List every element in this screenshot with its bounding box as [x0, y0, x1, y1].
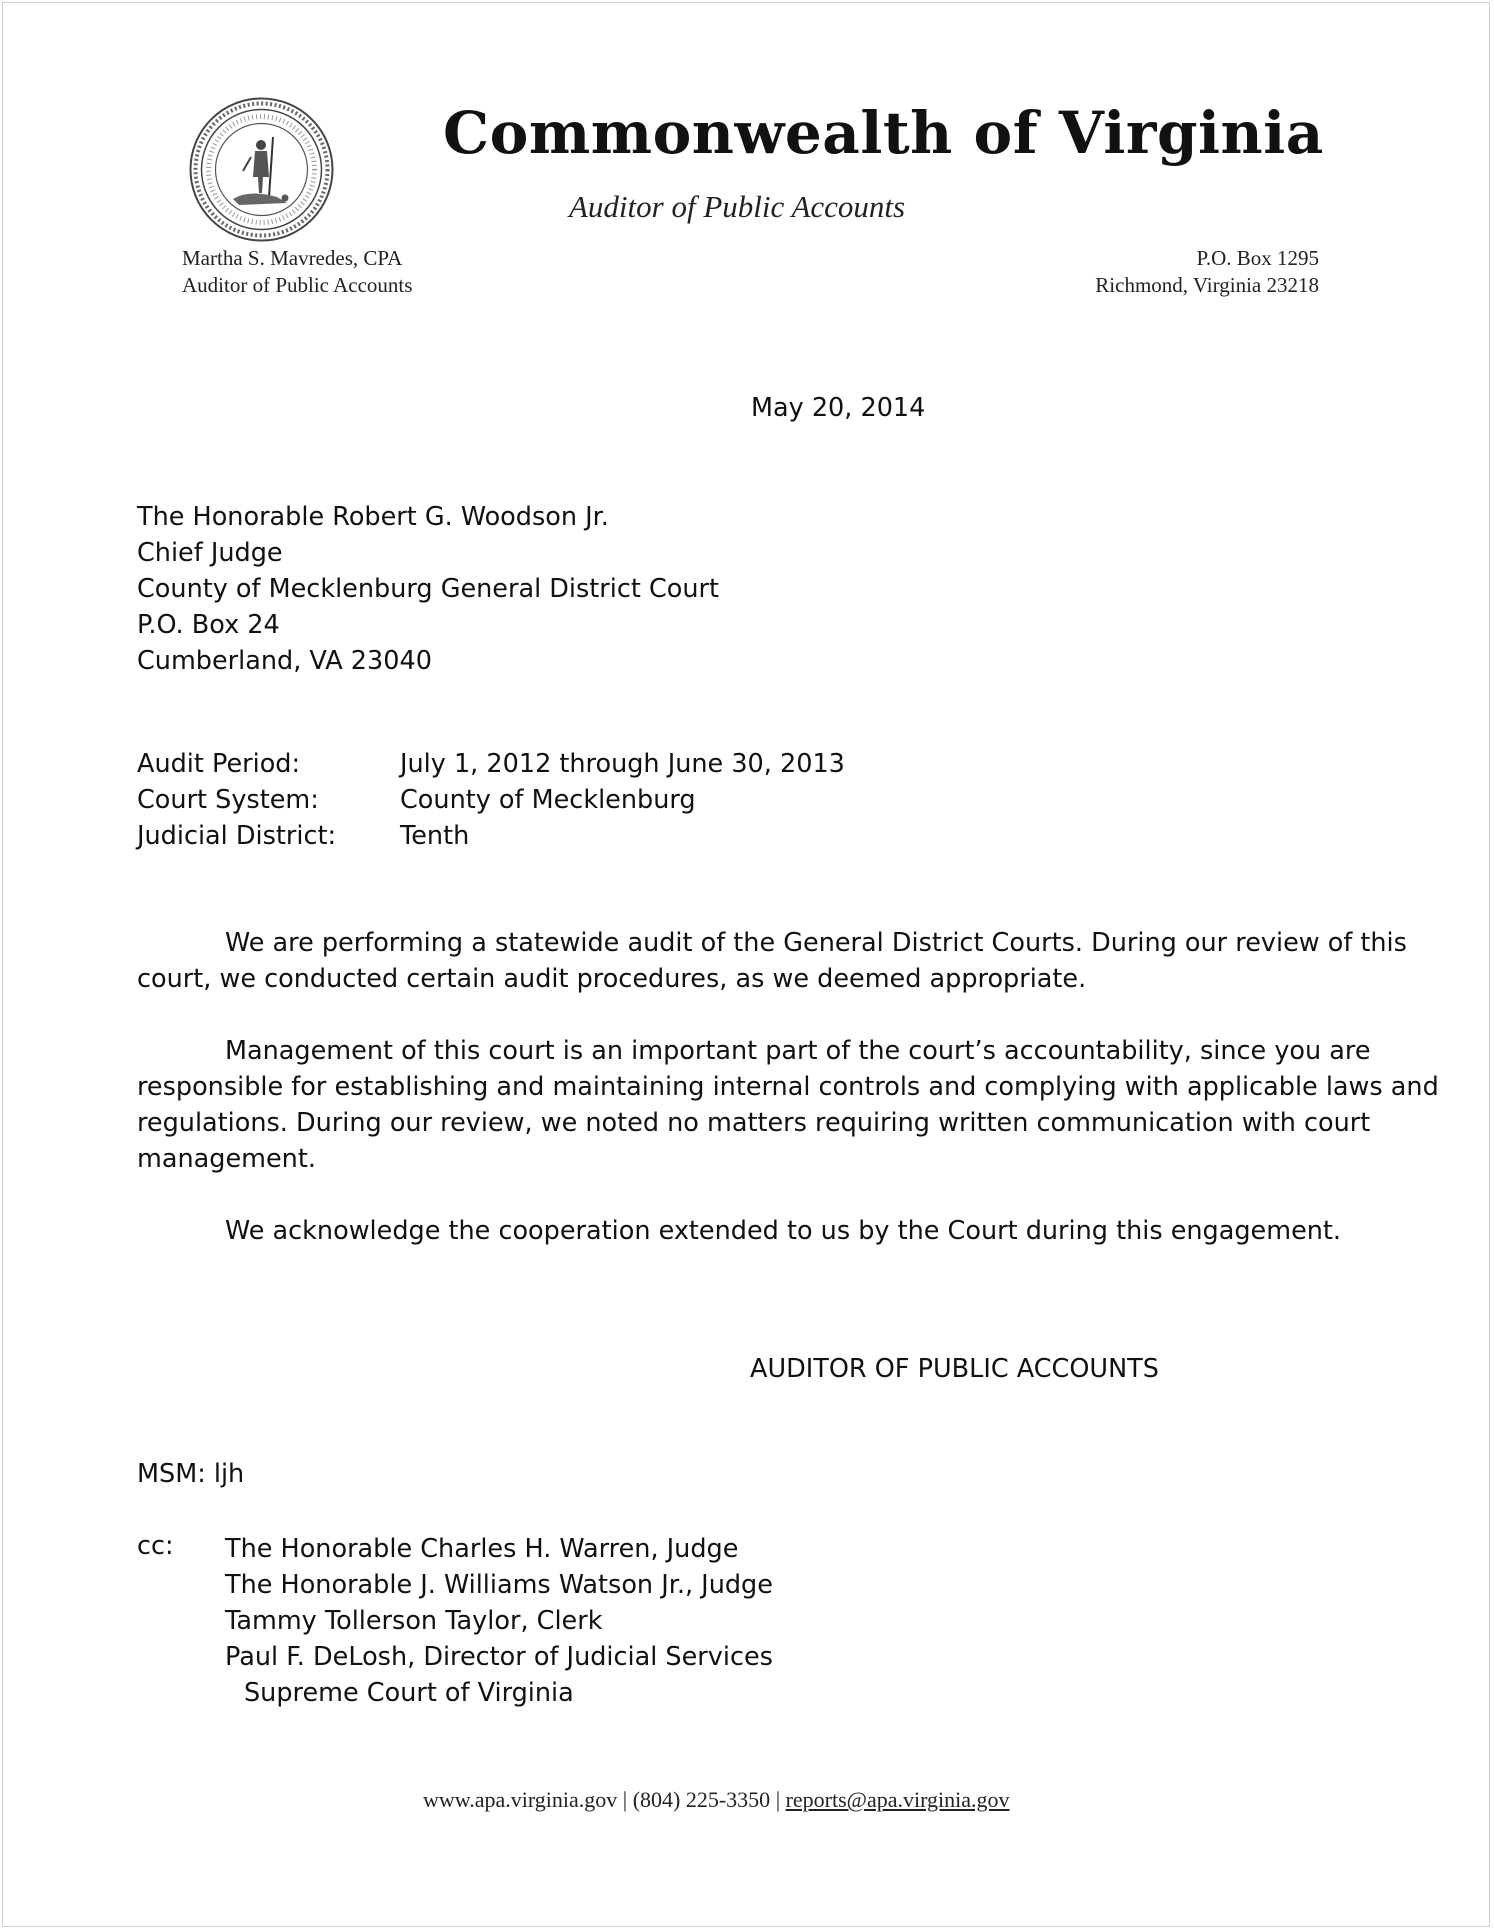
- detail-value: Tenth: [400, 821, 470, 851]
- detail-value: County of Mecklenburg: [400, 785, 696, 815]
- letter-date: May 20, 2014: [751, 393, 926, 423]
- recipient-line: County of Mecklenburg General District Court: [137, 574, 720, 604]
- city-state-zip: Richmond, Virginia 23218: [1095, 273, 1319, 297]
- signature-block: AUDITOR OF PUBLIC ACCOUNTS: [750, 1354, 1159, 1384]
- footer-phone: (804) 225-3350: [632, 1787, 771, 1812]
- detail-label: Court System:: [137, 785, 319, 815]
- recipient-line: P.O. Box 24: [137, 610, 280, 640]
- body-paragraph: [137, 1213, 1362, 1249]
- recipient-address: [137, 499, 719, 679]
- footer-website[interactable]: www.apa.virginia.gov: [423, 1787, 618, 1812]
- cc-label: cc:: [137, 1531, 174, 1561]
- footer-email-link[interactable]: reports@apa.virginia.gov: [785, 1787, 1010, 1812]
- paragraph-line: We are performing a statewide audit of the General District Courts. During our review of this: [225, 928, 1407, 958]
- cc-recipient: Paul F. DeLosh, Director of Judicial Services: [225, 1642, 773, 1672]
- letterhead-auditor-block: [182, 245, 412, 299]
- auditor-title: Auditor of Public Accounts: [182, 273, 413, 297]
- cc-recipient: The Honorable J. Williams Watson Jr., Judge: [225, 1570, 773, 1600]
- cc-list: [225, 1531, 773, 1711]
- cc-recipient-affiliation: Supreme Court of Virginia: [244, 1678, 574, 1708]
- letterhead-title: Commonwealth of Virginia: [443, 99, 1324, 167]
- recipient-line: Chief Judge: [137, 538, 283, 568]
- cc-recipient: The Honorable Charles H. Warren, Judge: [225, 1534, 739, 1564]
- paragraph-line: Management of this court is an important part of the court’s accountability, since you are: [225, 1036, 1371, 1066]
- footer-separator: |: [775, 1787, 781, 1812]
- recipient-line: The Honorable Robert G. Woodson Jr.: [137, 502, 609, 532]
- detail-label: Audit Period:: [137, 749, 301, 779]
- footer-separator: |: [622, 1787, 628, 1812]
- letterhead-address-block: [1091, 245, 1319, 299]
- paragraph-line: regulations. During our review, we noted no matters requiring written communication with court: [137, 1108, 1371, 1138]
- reference-initials: MSM: ljh: [137, 1459, 245, 1489]
- letterhead-subtitle: Auditor of Public Accounts: [569, 189, 906, 224]
- auditor-name: Martha S. Mavredes, CPA: [182, 246, 403, 270]
- body-paragraph: [137, 1033, 1439, 1177]
- paragraph-line: management.: [137, 1144, 316, 1174]
- letter-page: [2, 2, 1490, 1927]
- virginia-seal-icon: [189, 97, 334, 242]
- body-paragraph: [137, 925, 1407, 997]
- recipient-line: Cumberland, VA 23040: [137, 646, 432, 676]
- footer-contact: [423, 1787, 1010, 1813]
- paragraph-line: We acknowledge the cooperation extended to us by the Court during this engagement.: [225, 1216, 1342, 1246]
- po-box: P.O. Box 1295: [1196, 246, 1319, 270]
- paragraph-line: court, we conducted certain audit procedures, as we deemed appropriate.: [137, 964, 1087, 994]
- cc-recipient: Tammy Tollerson Taylor, Clerk: [225, 1606, 603, 1636]
- detail-label: Judicial District:: [137, 821, 337, 851]
- paragraph-line: responsible for establishing and maintaining internal controls and complying with applicable laws and: [137, 1072, 1439, 1102]
- detail-value: July 1, 2012 through June 30, 2013: [400, 749, 845, 779]
